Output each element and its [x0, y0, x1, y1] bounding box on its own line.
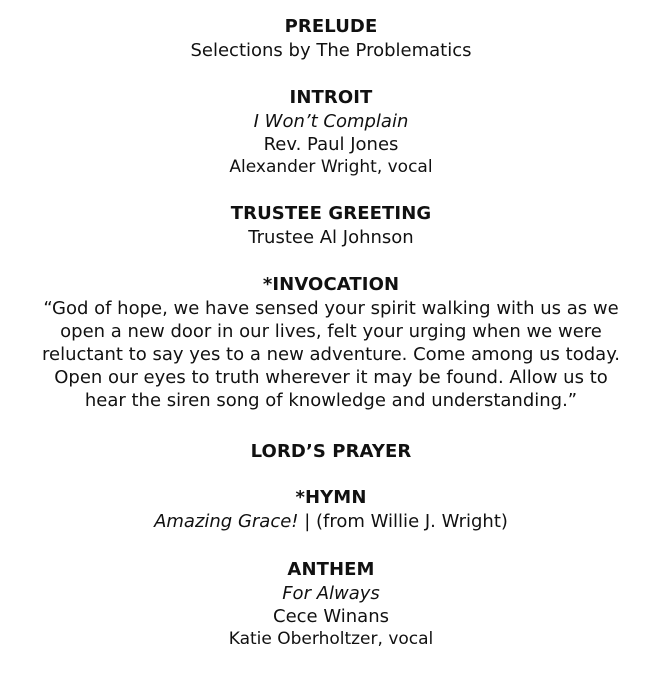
invocation-heading: *INVOCATION — [262, 274, 400, 295]
trustee-greeting-detail: Trustee Al Johnson — [248, 227, 414, 248]
anthem-title: For Always — [282, 583, 380, 604]
invocation-line: hear the siren song of knowledge and understanding.” — [84, 390, 578, 411]
invocation-section — [0, 273, 662, 412]
invocation-line: “God of hope, we have sensed your spirit walking with us as we — [43, 298, 619, 319]
hymn-line — [0, 510, 662, 533]
hymn-title: Amazing Grace! — [154, 511, 299, 532]
invocation-line: reluctant to say yes to a new adventure. Come among us today. — [42, 344, 620, 365]
introit-section — [0, 86, 662, 179]
anthem-section — [0, 558, 662, 651]
prelude-heading: PRELUDE — [284, 16, 378, 37]
anthem-author: Cece Winans — [273, 606, 389, 627]
prelude-detail: Selections by The Problematics — [190, 40, 472, 61]
trustee-greeting-section — [0, 202, 662, 249]
hymn-heading: *HYMN — [295, 487, 367, 508]
prelude-section — [0, 15, 662, 62]
introit-heading: INTROIT — [289, 87, 373, 108]
introit-title: I Won’t Complain — [253, 111, 409, 132]
hymn-credit: | (from Willie J. Wright) — [298, 511, 508, 532]
anthem-heading: ANTHEM — [287, 559, 375, 580]
lords-prayer-section — [0, 440, 662, 464]
introit-author: Rev. Paul Jones — [263, 134, 399, 155]
introit-performer: Alexander Wright, vocal — [229, 157, 433, 177]
invocation-line: open a new door in our lives, felt your urging when we were — [60, 321, 602, 342]
invocation-line: Open our eyes to truth wherever it may be found. Allow us to — [54, 367, 608, 388]
trustee-greeting-heading: TRUSTEE GREETING — [230, 203, 432, 224]
lords-prayer-heading: LORD’S PRAYER — [250, 441, 412, 462]
anthem-performer: Katie Oberholtzer, vocal — [228, 629, 434, 649]
hymn-section — [0, 486, 662, 533]
